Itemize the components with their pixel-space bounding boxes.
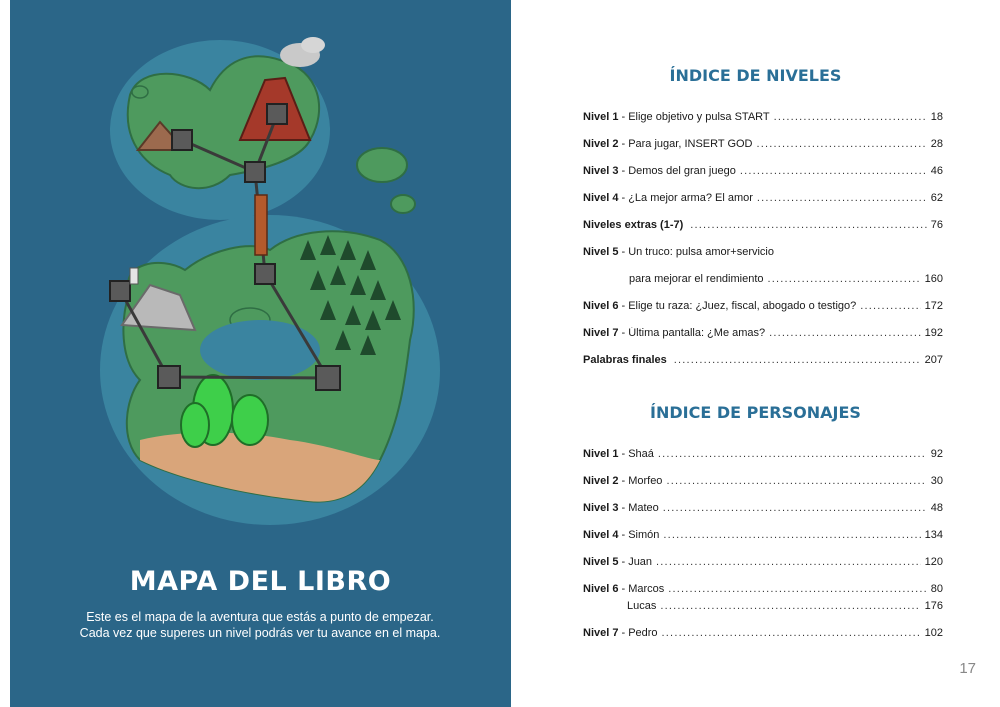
toc-leader-dots — [768, 273, 921, 285]
toc-leader-dots — [769, 327, 921, 339]
page-number: 17 — [959, 660, 976, 677]
toc-entry-text: - Para jugar, INSERT GOD — [621, 138, 753, 150]
toc-level-label: Nivel 3 — [583, 165, 619, 177]
toc-row — [583, 502, 943, 529]
toc-leader-dots — [690, 219, 926, 231]
toc-leader-dots — [757, 138, 927, 150]
toc-leader-dots — [660, 600, 920, 612]
toc-entry-text: - Última pantalla: ¿Me amas? — [621, 327, 766, 339]
toc-leader-dots — [662, 627, 921, 639]
toc-row — [583, 111, 943, 138]
toc-page-number: 120 — [924, 556, 943, 568]
toc-row — [583, 583, 943, 600]
toc-level-label: Nivel 5 — [583, 246, 619, 258]
levels-index — [583, 111, 943, 381]
toc-entry-text: - Marcos — [621, 583, 665, 595]
toc-leader-dots — [860, 300, 920, 312]
toc-level-label: Nivel 2 — [583, 475, 619, 487]
lagoon — [200, 320, 320, 380]
toc-entry-text: Lucas — [627, 600, 657, 612]
toc-leader-dots — [666, 475, 926, 487]
characters-index-title: ÍNDICE DE PERSONAJES — [650, 403, 861, 422]
toc-level-label: Nivel 5 — [583, 556, 619, 568]
toc-page-number: 48 — [930, 502, 943, 514]
volcano-smoke — [301, 37, 325, 53]
toc-leader-dots — [663, 502, 927, 514]
toc-level-label: Nivel 1 — [583, 448, 619, 460]
toc-page-number: 80 — [930, 583, 943, 595]
map-description-line: Cada vez que superes un nivel podrás ver tu avance en el mapa. — [79, 626, 441, 640]
toc-level-label: Niveles extras (1-7) — [583, 219, 684, 231]
toc-row — [583, 246, 943, 273]
toc-leader-dots — [663, 529, 920, 541]
level-node — [172, 130, 192, 150]
toc-leader-dots — [674, 354, 921, 366]
toc-level-label: Nivel 4 — [583, 192, 619, 204]
toc-page-number: 172 — [924, 300, 943, 312]
right-page — [511, 0, 1000, 707]
toc-row — [583, 273, 943, 300]
bridge — [255, 195, 267, 255]
west-islet — [132, 86, 148, 98]
left-page — [10, 0, 511, 707]
toc-level-label: Nivel 7 — [583, 327, 619, 339]
toc-leader-dots — [658, 448, 927, 460]
toc-leader-dots — [774, 111, 927, 123]
east-islet — [391, 195, 415, 213]
toc-row — [583, 165, 943, 192]
toc-level-label: Nivel 1 — [583, 111, 619, 123]
toc-entry-text: - Pedro — [621, 627, 658, 639]
toc-page-number: 102 — [924, 627, 943, 639]
toc-row — [583, 556, 943, 583]
level-node — [255, 264, 275, 284]
level-node — [267, 104, 287, 124]
level-node — [245, 162, 265, 182]
toc-page-number: 192 — [924, 327, 943, 339]
toc-entry-text: - Mateo — [621, 502, 659, 514]
toc-level-label: Nivel 3 — [583, 502, 619, 514]
green-hill — [181, 403, 209, 447]
toc-level-label: Palabras finales — [583, 354, 667, 366]
toc-leader-dots — [656, 556, 921, 568]
toc-entry-text: - Un truco: pulsa amor+servicio — [621, 246, 774, 258]
toc-entry-text: - Juan — [621, 556, 653, 568]
toc-page-number: 207 — [924, 354, 943, 366]
toc-entry-text: - Demos del gran juego — [621, 165, 736, 177]
toc-row — [583, 219, 943, 246]
map-title: MAPA DEL LIBRO — [129, 566, 392, 597]
toc-leader-dots — [757, 192, 927, 204]
toc-entry-text: - ¿La mejor arma? El amor — [621, 192, 753, 204]
toc-page-number: 18 — [930, 111, 943, 123]
toc-entry-text: - Shaá — [621, 448, 654, 460]
toc-page-number: 176 — [924, 600, 943, 612]
toc-page-number: 76 — [930, 219, 943, 231]
toc-row — [583, 327, 943, 354]
toc-page-number: 30 — [930, 475, 943, 487]
toc-row — [583, 138, 943, 165]
toc-leader-dots — [740, 165, 927, 177]
toc-level-label: Nivel 7 — [583, 627, 619, 639]
toc-level-label: Nivel 4 — [583, 529, 619, 541]
lighthouse — [130, 268, 138, 284]
toc-level-label: Nivel 2 — [583, 138, 619, 150]
toc-row — [583, 529, 943, 556]
toc-page-number: 160 — [924, 273, 943, 285]
toc-entry-text: - Elige tu raza: ¿Juez, fiscal, abogado o testigo? — [621, 300, 857, 312]
green-hill — [232, 395, 268, 445]
levels-index-title: ÍNDICE DE NIVELES — [669, 66, 842, 85]
toc-page-number: 46 — [930, 165, 943, 177]
toc-page-number: 92 — [930, 448, 943, 460]
toc-entry-text: para mejorar el rendimiento — [629, 273, 764, 285]
toc-entry-text: - Simón — [621, 529, 660, 541]
toc-leader-dots — [668, 583, 927, 595]
toc-row — [583, 192, 943, 219]
level-node — [316, 366, 340, 390]
toc-row — [583, 475, 943, 502]
toc-page-number: 62 — [930, 192, 943, 204]
toc-row — [583, 354, 943, 381]
toc-entry-text: - Elige objetivo y pulsa START — [621, 111, 770, 123]
toc-page-number: 28 — [930, 138, 943, 150]
level-node — [158, 366, 180, 388]
island-map — [10, 0, 511, 530]
map-description — [60, 609, 460, 641]
toc-row — [583, 448, 943, 475]
level-node — [110, 281, 130, 301]
characters-index — [583, 448, 943, 654]
map-description-line: Este es el mapa de la aventura que estás a punto de empezar. — [86, 610, 434, 624]
toc-page-number: 134 — [924, 529, 943, 541]
toc-row — [583, 600, 943, 627]
toc-entry-text: - Morfeo — [621, 475, 663, 487]
toc-row — [583, 627, 943, 654]
east-islet — [357, 148, 407, 182]
toc-level-label: Nivel 6 — [583, 583, 619, 595]
toc-row — [583, 300, 943, 327]
toc-level-label: Nivel 6 — [583, 300, 619, 312]
